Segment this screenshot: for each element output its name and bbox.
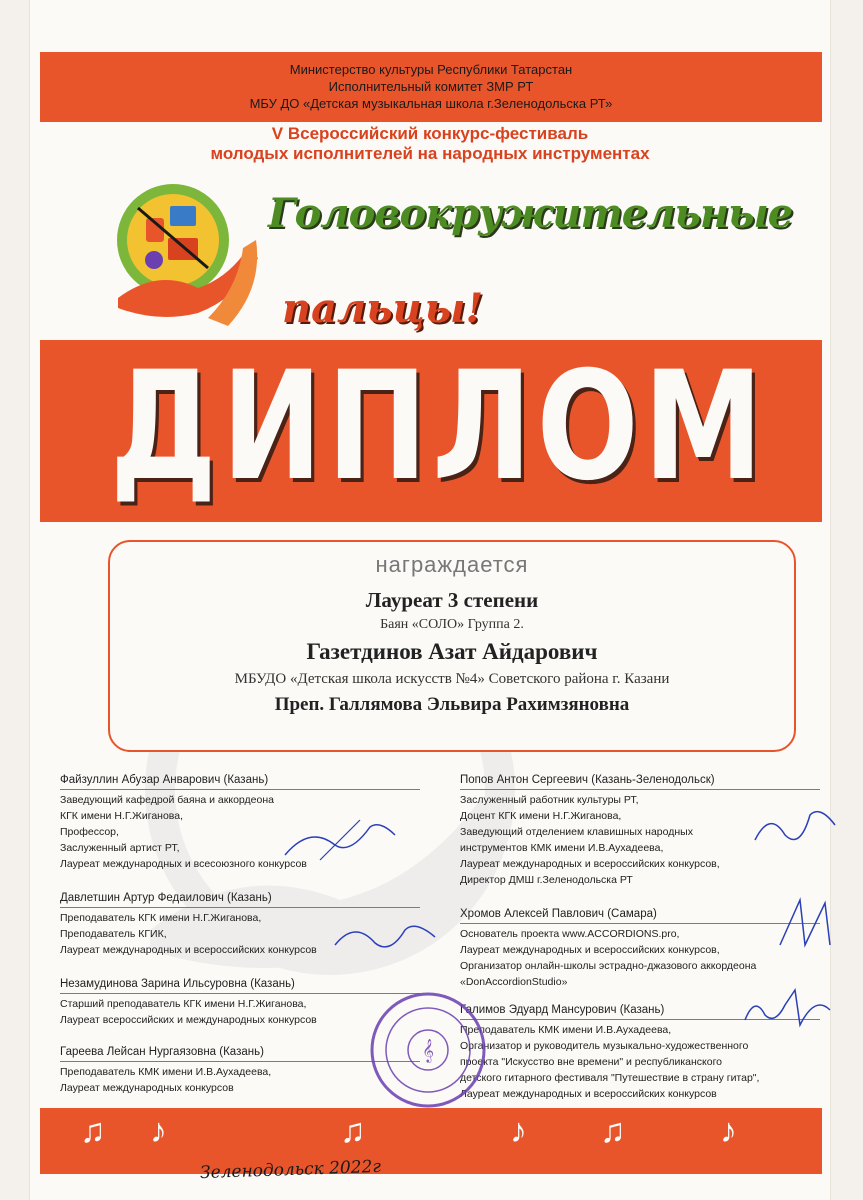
music-note-icon: ♫ xyxy=(600,1112,626,1150)
contest-title xyxy=(30,124,830,164)
city-year: Зеленодольск 2022г xyxy=(199,1156,382,1184)
jury-name: Попов Антон Сергеевич (Казань-Зеленодольск) xyxy=(460,772,820,790)
jury-title-line: Старший преподаватель КГК имени Н.Г.Жиганова, xyxy=(60,998,307,1010)
jury-title-line: Преподаватель КМК имени И.В.Аухадеева, xyxy=(460,1024,672,1036)
jury-title-line: Заведующий отделением клавишных народных xyxy=(460,826,693,838)
jury-title-line: Заслуженный работник культуры РТ, xyxy=(460,794,639,806)
jury-title-line: Лауреат международных и всероссийских конкурсов xyxy=(460,1088,717,1100)
jury-title-line: Организатор и руководитель музыкально-художественного xyxy=(460,1040,749,1052)
contest-title-line2: молодых исполнителей на народных инструментах xyxy=(210,144,650,163)
jury-title-line: детского гитарного фестиваля "Путешествие в страну гитар", xyxy=(460,1072,760,1084)
music-note-icon: ♫ xyxy=(80,1112,106,1150)
jury-title-line: Преподаватель КМК имени И.В.Аухадеева, xyxy=(60,1066,272,1078)
footer-band xyxy=(40,1108,822,1174)
header-line-school: МБУ ДО «Детская музыкальная школа г.Зеленодольска РТ» xyxy=(249,96,613,111)
music-note-icon: ♪ xyxy=(510,1112,527,1150)
jury-name: Незамудинова Зарина Ильсуровна (Казань) xyxy=(60,976,420,994)
jury-title-line: Преподаватель КГИК, xyxy=(60,928,167,940)
jury-title-line: Заслуженный артист РТ, xyxy=(60,842,180,854)
award-box xyxy=(108,540,796,752)
header-band xyxy=(40,52,822,122)
winner-teacher: Преп. Галлямова Эльвира Рахимзяновна xyxy=(274,694,630,715)
jury-name: Давлетшин Артур Федаилович (Казань) xyxy=(60,890,420,908)
jury-title-line: Организатор онлайн-школы эстрадно-джазового аккордеона xyxy=(460,960,757,972)
music-note-icon: ♪ xyxy=(150,1112,167,1150)
jury-title-line: Профессор, xyxy=(60,826,119,838)
stamp-seal xyxy=(368,990,488,1110)
awarded-label: награждается xyxy=(375,552,529,577)
jury-title-line: Преподаватель КГК имени Н.Г.Жиганова, xyxy=(60,912,262,924)
music-note-icon: ♫ xyxy=(340,1112,366,1150)
jury-title-line: Лауреат международных и всероссийских конкурсов, xyxy=(460,944,720,956)
jury-title-line: «DonAccordionStudio» xyxy=(460,976,568,988)
svg-text:𝄞: 𝄞 xyxy=(422,1038,434,1062)
jury-title-line: Доцент КГК имени Н.Г.Жиганова, xyxy=(460,810,622,822)
signature xyxy=(280,815,400,865)
winner-school: МБУДО «Детская школа искусств №4» Советского района г. Казани xyxy=(234,671,670,687)
jury-title-line: Лауреат международных и всесоюзного конкурсов xyxy=(60,858,307,870)
jury-name: Галимов Эдуард Мансурович (Казань) xyxy=(460,1002,820,1020)
award-degree: Лауреат 3 степени xyxy=(365,588,539,612)
festival-logo xyxy=(98,178,268,333)
jury-member xyxy=(460,906,820,990)
jury-member xyxy=(60,976,420,1028)
jury-title-line: Основатель проекта www.ACCORDIONS.pro, xyxy=(460,928,680,940)
signature xyxy=(750,800,840,855)
header-line-ministry: Министерство культуры Республики Татарстан xyxy=(289,62,573,77)
signature xyxy=(770,895,840,955)
header-line-committee: Исполнительный комитет ЗМР РТ xyxy=(328,79,534,94)
jury-title-line: Заведующий кафедрой баяна и аккордеона xyxy=(60,794,274,806)
jury-name: Файзуллин Абузар Анварович (Казань) xyxy=(60,772,420,790)
slogan-line2: пальцы! xyxy=(282,285,484,332)
slogan-line1: Головокружительные xyxy=(268,190,793,237)
jury-title-line: проекта "Искусство вне времени" и республиканского xyxy=(460,1056,723,1068)
jury-name: Хромов Алексей Павлович (Самара) xyxy=(460,906,820,924)
signature xyxy=(740,985,835,1030)
diploma-sheet xyxy=(30,0,830,1200)
jury-title-line: КГК имени Н.Г.Жиганова, xyxy=(60,810,184,822)
award-category: Баян «СОЛО» Группа 2. xyxy=(380,617,524,632)
jury-title-line: Директор ДМШ г.Зеленодольска РТ xyxy=(460,874,633,886)
music-note-icon: ♪ xyxy=(720,1112,737,1150)
contest-title-line1: V Всероссийский конкурс-фестиваль xyxy=(271,124,589,143)
jury-title-line: Лауреат международных конкурсов xyxy=(60,1082,234,1094)
document-title: ДИПЛОМ xyxy=(110,340,768,514)
jury-name: Гареева Лейсан Нургаязовна (Казань) xyxy=(60,1044,420,1062)
jury-title-line: инструментов КМК имени И.В.Аухадеева, xyxy=(460,842,664,854)
jury-title-line: Лауреат международных и всероссийских конкурсов xyxy=(60,944,317,956)
jury-title-line: Лауреат всероссийских и международных конкурсов xyxy=(60,1014,317,1026)
jury-member xyxy=(60,1044,420,1096)
winner-name: Газетдинов Азат Айдарович xyxy=(306,639,598,664)
signature xyxy=(330,915,440,960)
jury-title-line: Лауреат международных и всероссийских конкурсов, xyxy=(460,858,720,870)
